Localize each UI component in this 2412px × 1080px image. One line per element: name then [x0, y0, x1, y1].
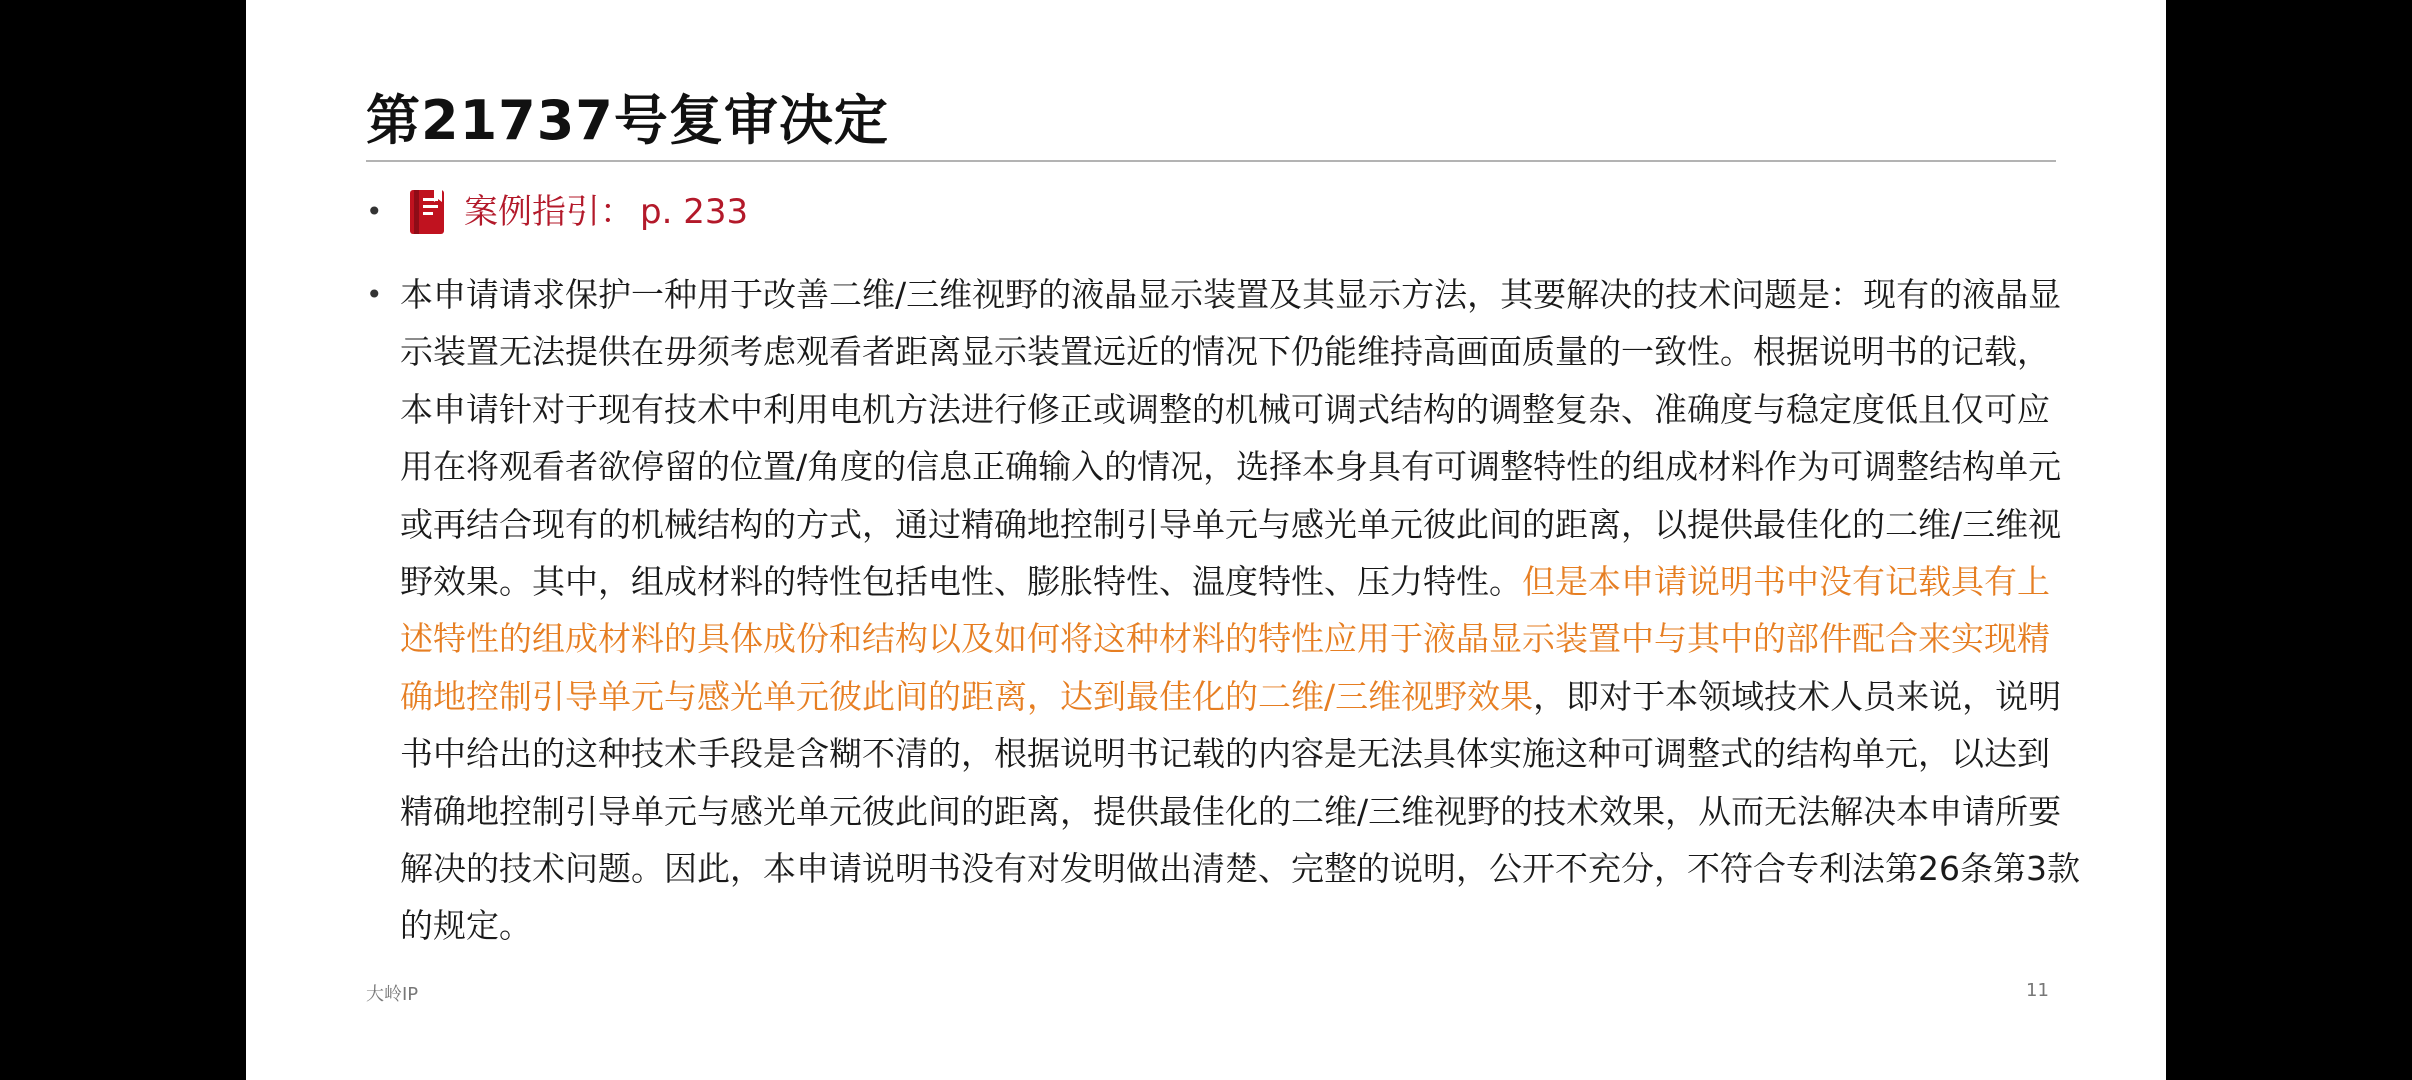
slide-title: 第21737号复审决定 — [366, 89, 889, 152]
title-divider — [366, 160, 2056, 162]
body-paragraph-row — [366, 266, 2086, 955]
case-guide-label: 案例指引： — [464, 192, 634, 232]
book-icon — [408, 188, 446, 236]
body-text-highlight: 但是本申请说明书中没有记载具有上述特性的组成材料的具体成份和结构以及如何将这种材料的特性应用于液晶显示装置中与其中的部件配合来实现精确地控制引导单元与感光单元彼此间的距离，达到最佳化的二维/三维视野效果 — [400, 562, 2050, 716]
bullet: • — [366, 195, 383, 228]
case-guide-line — [366, 186, 748, 238]
body-text-after: ，即对于本领域技术人员来说，说明书中给出的这种技术手段是含糊不清的，根据说明书记载的内容是无法具体实施这种可调整式的结构单元，以达到精确地控制引导单元与感光单元彼此间的距离，提供最佳化的二维/三维视野的技术效果，从而无法解决本申请所要解决的技术问题。因此，本申请说明书没有对发明做出清楚、完整的说明，公开不充分，不符合专利法第26条第3款的规定。 — [400, 676, 2080, 946]
slide — [246, 0, 2166, 1080]
body-text-before: 本申请请求保护一种用于改善二维/三维视野的液晶显示装置及其显示方法，其要解决的技术问题是：现有的液晶显示装置无法提供在毋须考虑观看者距离显示装置远近的情况下仍能维持高画面质量的一致性。根据说明书的记载，本申请针对于现有技术中利用电机方法进行修正或调整的机械可调式结构的调整复杂、准确度与稳定度低且仅可应用在将观看者欲停留的位置/角度的信息正确输入的情况，选择本身具有可调整特性的组成材料作为可调整结构单元或再结合现有的机械结构的方式，通过精确地控制引导单元与感光单元彼此间的距离，以提供最佳化的二维/三维视野效果。其中，组成材料的特性包括电性、膨胀特性、温度特性、压力特性。 — [400, 275, 2062, 602]
body-paragraph — [400, 266, 2080, 955]
bullet: • — [366, 278, 383, 311]
footer-brand: 大岭IP — [366, 984, 419, 1005]
footer-page-number: 11 — [2026, 980, 2049, 1001]
case-guide-page: p. 233 — [640, 192, 749, 232]
